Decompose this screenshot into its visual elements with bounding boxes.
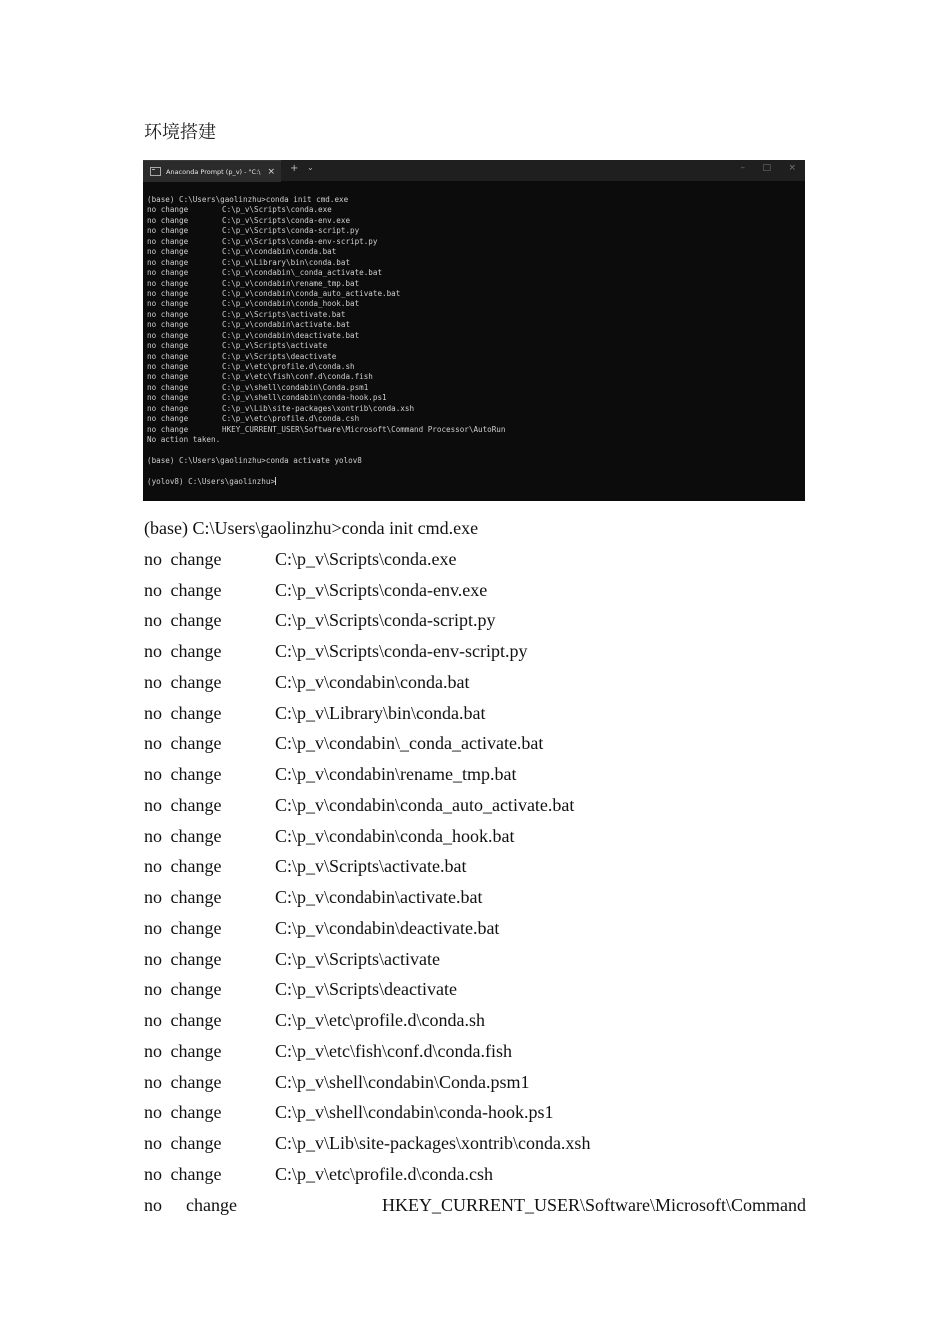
- terminal-line-status: no change: [147, 341, 189, 351]
- terminal-line-text: No action taken.: [147, 435, 221, 445]
- terminal-line: [147, 362, 801, 372]
- terminal-line: [147, 466, 801, 476]
- doc-row-path: C:\p_v\condabin\activate.bat: [275, 887, 483, 907]
- terminal-line: [147, 383, 801, 393]
- doc-row-status: no change: [144, 1010, 222, 1030]
- doc-row-path: C:\p_v\Scripts\conda-script.py: [275, 610, 496, 631]
- doc-row-status: no change: [144, 610, 222, 631]
- doc-row-path: C:\p_v\shell\condabin\Conda.psm1: [275, 1071, 530, 1092]
- terminal-line-status: no change: [147, 372, 189, 382]
- doc-row: [144, 731, 543, 755]
- terminal-line: [147, 477, 801, 487]
- maximize-icon[interactable]: □: [762, 163, 771, 173]
- doc-row-path: C:\p_v\condabin\conda_hook.bat: [275, 825, 515, 846]
- doc-row: [144, 1162, 493, 1186]
- terminal-line-path: C:\p_v\condabin\activate.bat: [222, 320, 351, 330]
- doc-row-path: C:\p_v\Scripts\conda.exe: [275, 548, 457, 569]
- terminal-line-status: no change: [147, 247, 189, 257]
- doc-command-line: (base) C:\Users\gaolinzhu>conda init cmd.exe: [144, 518, 479, 538]
- doc-row-status: no change: [144, 1040, 222, 1061]
- terminal-cursor: [275, 477, 276, 485]
- doc-row-path: C:\p_v\Scripts\activate: [275, 948, 440, 969]
- doc-row-status: no change: [144, 579, 222, 600]
- doc-row: [144, 977, 457, 1001]
- doc-row-path: C:\p_v\Scripts\conda-env.exe: [275, 579, 488, 600]
- terminal-line: [147, 195, 801, 205]
- doc-row-status: no change: [144, 856, 222, 877]
- doc-row-status-change: change: [186, 1194, 237, 1215]
- doc-row: [144, 916, 499, 940]
- terminal-line-status: no change: [147, 236, 189, 246]
- doc-row-status-no: no: [144, 1194, 162, 1215]
- terminal-line-status: no change: [147, 288, 189, 298]
- terminal-line-status: no change: [147, 414, 189, 424]
- terminal-line: [147, 393, 801, 403]
- terminal-line-path: C:\p_v\condabin\rename_tmp.bat: [222, 278, 360, 288]
- doc-row: [144, 1131, 590, 1155]
- doc-row-status: no change: [144, 641, 222, 661]
- terminal-line-status: no change: [147, 382, 189, 392]
- terminal-line: [147, 216, 801, 226]
- doc-row-status: no change: [144, 764, 222, 784]
- terminal-line-path: C:\p_v\etc\fish\conf.d\conda.fish: [222, 372, 373, 382]
- doc-row: [144, 854, 466, 878]
- terminal-line: [147, 372, 801, 382]
- doc-row: [144, 793, 574, 817]
- doc-row: [144, 1100, 553, 1124]
- doc-row-status: no change: [144, 1133, 222, 1153]
- terminal-tab[interactable]: [143, 160, 281, 182]
- doc-row: [144, 824, 514, 848]
- doc-row-status: no change: [144, 948, 222, 969]
- doc-row-path: C:\p_v\shell\condabin\conda-hook.ps1: [275, 1102, 554, 1123]
- terminal-tab-title: Anaconda Prompt (p_v) - "C:\: [166, 167, 261, 176]
- terminal-line: [147, 279, 801, 289]
- doc-row-status: no change: [144, 671, 222, 692]
- terminal-line-path: C:\p_v\Scripts\activate.bat: [222, 309, 346, 319]
- doc-row-status: no change: [144, 1102, 222, 1123]
- terminal-line-status: no change: [147, 205, 189, 215]
- terminal-line-text: (yolov8) C:\Users\gaolinzhu>: [147, 476, 276, 486]
- doc-row-status: no change: [144, 733, 222, 754]
- terminal-line-status: no change: [147, 299, 189, 309]
- terminal-line-text: (base) C:\Users\gaolinzhu>conda activate yolov8: [147, 455, 362, 465]
- terminal-line-path: C:\p_v\Scripts\conda.exe: [222, 205, 332, 215]
- terminal-line-path: C:\p_v\Lib\site-packages\xontrib\conda.xsh: [222, 403, 415, 413]
- terminal-line-path: C:\p_v\condabin\deactivate.bat: [222, 330, 360, 340]
- terminal-line-path: C:\p_v\Library\bin\conda.bat: [222, 257, 351, 267]
- terminal-line: [147, 268, 801, 278]
- doc-row-path: C:\p_v\etc\fish\conf.d\conda.fish: [275, 1040, 512, 1061]
- doc-row: [144, 947, 440, 971]
- doc-row: [144, 1070, 530, 1094]
- doc-row: [144, 1008, 485, 1032]
- doc-row: [144, 547, 456, 571]
- doc-row-status: no change: [144, 702, 222, 723]
- doc-row-path: C:\p_v\condabin\conda_auto_activate.bat: [275, 794, 575, 815]
- doc-row-path: C:\p_v\condabin\_conda_activate.bat: [275, 733, 544, 754]
- terminal-line-status: no change: [147, 330, 189, 340]
- doc-row-path: C:\p_v\Lib\site-packages\xontrib\conda.xsh: [275, 1133, 591, 1153]
- doc-row-status: no change: [144, 1163, 222, 1184]
- terminal-line: [147, 289, 801, 299]
- terminal-line-path: C:\p_v\etc\profile.d\conda.sh: [222, 362, 355, 371]
- terminal-line: [147, 310, 801, 320]
- terminal-line: [147, 456, 801, 466]
- terminal-line: [147, 435, 801, 445]
- terminal-line-path: HKEY_CURRENT_USER\Software\Microsoft\Command Processor\AutoRun: [222, 424, 506, 434]
- terminal-line-path: C:\p_v\Scripts\deactivate: [222, 351, 337, 361]
- terminal-line-status: no change: [147, 362, 189, 371]
- terminal-line-path: C:\p_v\Scripts\activate: [222, 341, 328, 351]
- terminal-line: [147, 205, 801, 215]
- doc-row-status: no change: [144, 917, 222, 938]
- terminal-line-status: no change: [147, 393, 189, 403]
- terminal-line-path: C:\p_v\condabin\_conda_activate.bat: [222, 268, 383, 278]
- doc-row-registry-path: HKEY_CURRENT_USER\Software\Microsoft\Command: [382, 1194, 806, 1215]
- terminal-line: [147, 247, 801, 257]
- terminal-line-path: C:\p_v\Scripts\conda-script.py: [222, 226, 360, 236]
- terminal-line-status: no change: [147, 278, 189, 288]
- terminal-line: [147, 352, 801, 362]
- doc-row: [144, 639, 527, 663]
- terminal-line-path: C:\p_v\shell\condabin\Conda.psm1: [222, 382, 369, 392]
- terminal-line-path: C:\p_v\Scripts\conda-env.exe: [222, 215, 351, 225]
- doc-row-status: no change: [144, 979, 222, 1000]
- minimize-icon[interactable]: –: [740, 163, 745, 173]
- terminal-line-status: no change: [147, 320, 189, 330]
- doc-row: [144, 670, 469, 694]
- doc-row-status: no change: [144, 825, 222, 846]
- terminal-line: [147, 404, 801, 414]
- terminal-line-path: C:\p_v\condabin\conda_hook.bat: [222, 299, 360, 309]
- doc-row: [144, 578, 487, 602]
- section-heading: 环境搭建: [144, 122, 216, 143]
- terminal-line-status: no change: [147, 268, 189, 278]
- terminal-line-path: C:\p_v\condabin\conda_auto_activate.bat: [222, 288, 401, 298]
- terminal-line-status: no change: [147, 257, 189, 267]
- doc-row: [144, 762, 516, 786]
- doc-row-status: no change: [144, 887, 222, 907]
- doc-row-path: C:\p_v\etc\profile.d\conda.sh: [275, 1010, 485, 1030]
- terminal-titlebar: [143, 160, 805, 181]
- terminal-icon: [150, 167, 161, 176]
- doc-row-path: C:\p_v\condabin\deactivate.bat: [275, 917, 500, 938]
- doc-row-path: C:\p_v\Library\bin\conda.bat: [275, 702, 486, 723]
- doc-row: [144, 885, 482, 909]
- terminal-line: [147, 320, 801, 330]
- new-tab-icon[interactable]: +: [290, 163, 299, 174]
- chevron-down-icon[interactable]: ⌄: [307, 163, 314, 172]
- terminal-line: [147, 341, 801, 351]
- doc-row-path: C:\p_v\Scripts\conda-env-script.py: [275, 641, 528, 661]
- terminal-screenshot: [143, 160, 805, 501]
- terminal-line-path: C:\p_v\condabin\conda.bat: [222, 247, 337, 257]
- close-window-icon[interactable]: ×: [788, 163, 796, 173]
- terminal-line-text: (base) C:\Users\gaolinzhu>conda init cmd.exe: [147, 195, 349, 204]
- terminal-line-status: no change: [147, 226, 189, 236]
- terminal-line: [147, 425, 801, 435]
- doc-row: [144, 608, 495, 632]
- terminal-line: [147, 331, 801, 341]
- terminal-line-status: no change: [147, 351, 189, 361]
- doc-row-path: C:\p_v\Scripts\deactivate: [275, 979, 457, 1000]
- doc-row-status: no change: [144, 1071, 222, 1092]
- doc-row: [144, 701, 485, 725]
- terminal-output: [147, 195, 801, 487]
- doc-row-path: C:\p_v\etc\profile.d\conda.csh: [275, 1163, 493, 1184]
- terminal-line-status: no change: [147, 215, 189, 225]
- terminal-line: [147, 446, 801, 456]
- terminal-line: [147, 237, 801, 247]
- doc-row-path: C:\p_v\condabin\conda.bat: [275, 671, 470, 692]
- doc-row-path: C:\p_v\condabin\rename_tmp.bat: [275, 764, 517, 784]
- terminal-line-path: C:\p_v\shell\condabin\conda-hook.ps1: [222, 393, 387, 403]
- doc-row-registry: [144, 1193, 806, 1217]
- terminal-line-path: C:\p_v\etc\profile.d\conda.csh: [222, 414, 360, 424]
- doc-row-status: no change: [144, 794, 222, 815]
- terminal-line-status: no change: [147, 403, 189, 413]
- terminal-line: [147, 299, 801, 309]
- doc-row: [144, 1039, 512, 1063]
- doc-row-path: C:\p_v\Scripts\activate.bat: [275, 856, 467, 877]
- terminal-line-status: no change: [147, 424, 189, 434]
- terminal-line-path: C:\p_v\Scripts\conda-env-script.py: [222, 236, 378, 246]
- terminal-line: [147, 258, 801, 268]
- doc-row-status: no change: [144, 548, 222, 569]
- terminal-line-status: no change: [147, 309, 189, 319]
- close-tab-icon[interactable]: ×: [267, 166, 275, 177]
- terminal-line: [147, 414, 801, 424]
- terminal-line: [147, 226, 801, 236]
